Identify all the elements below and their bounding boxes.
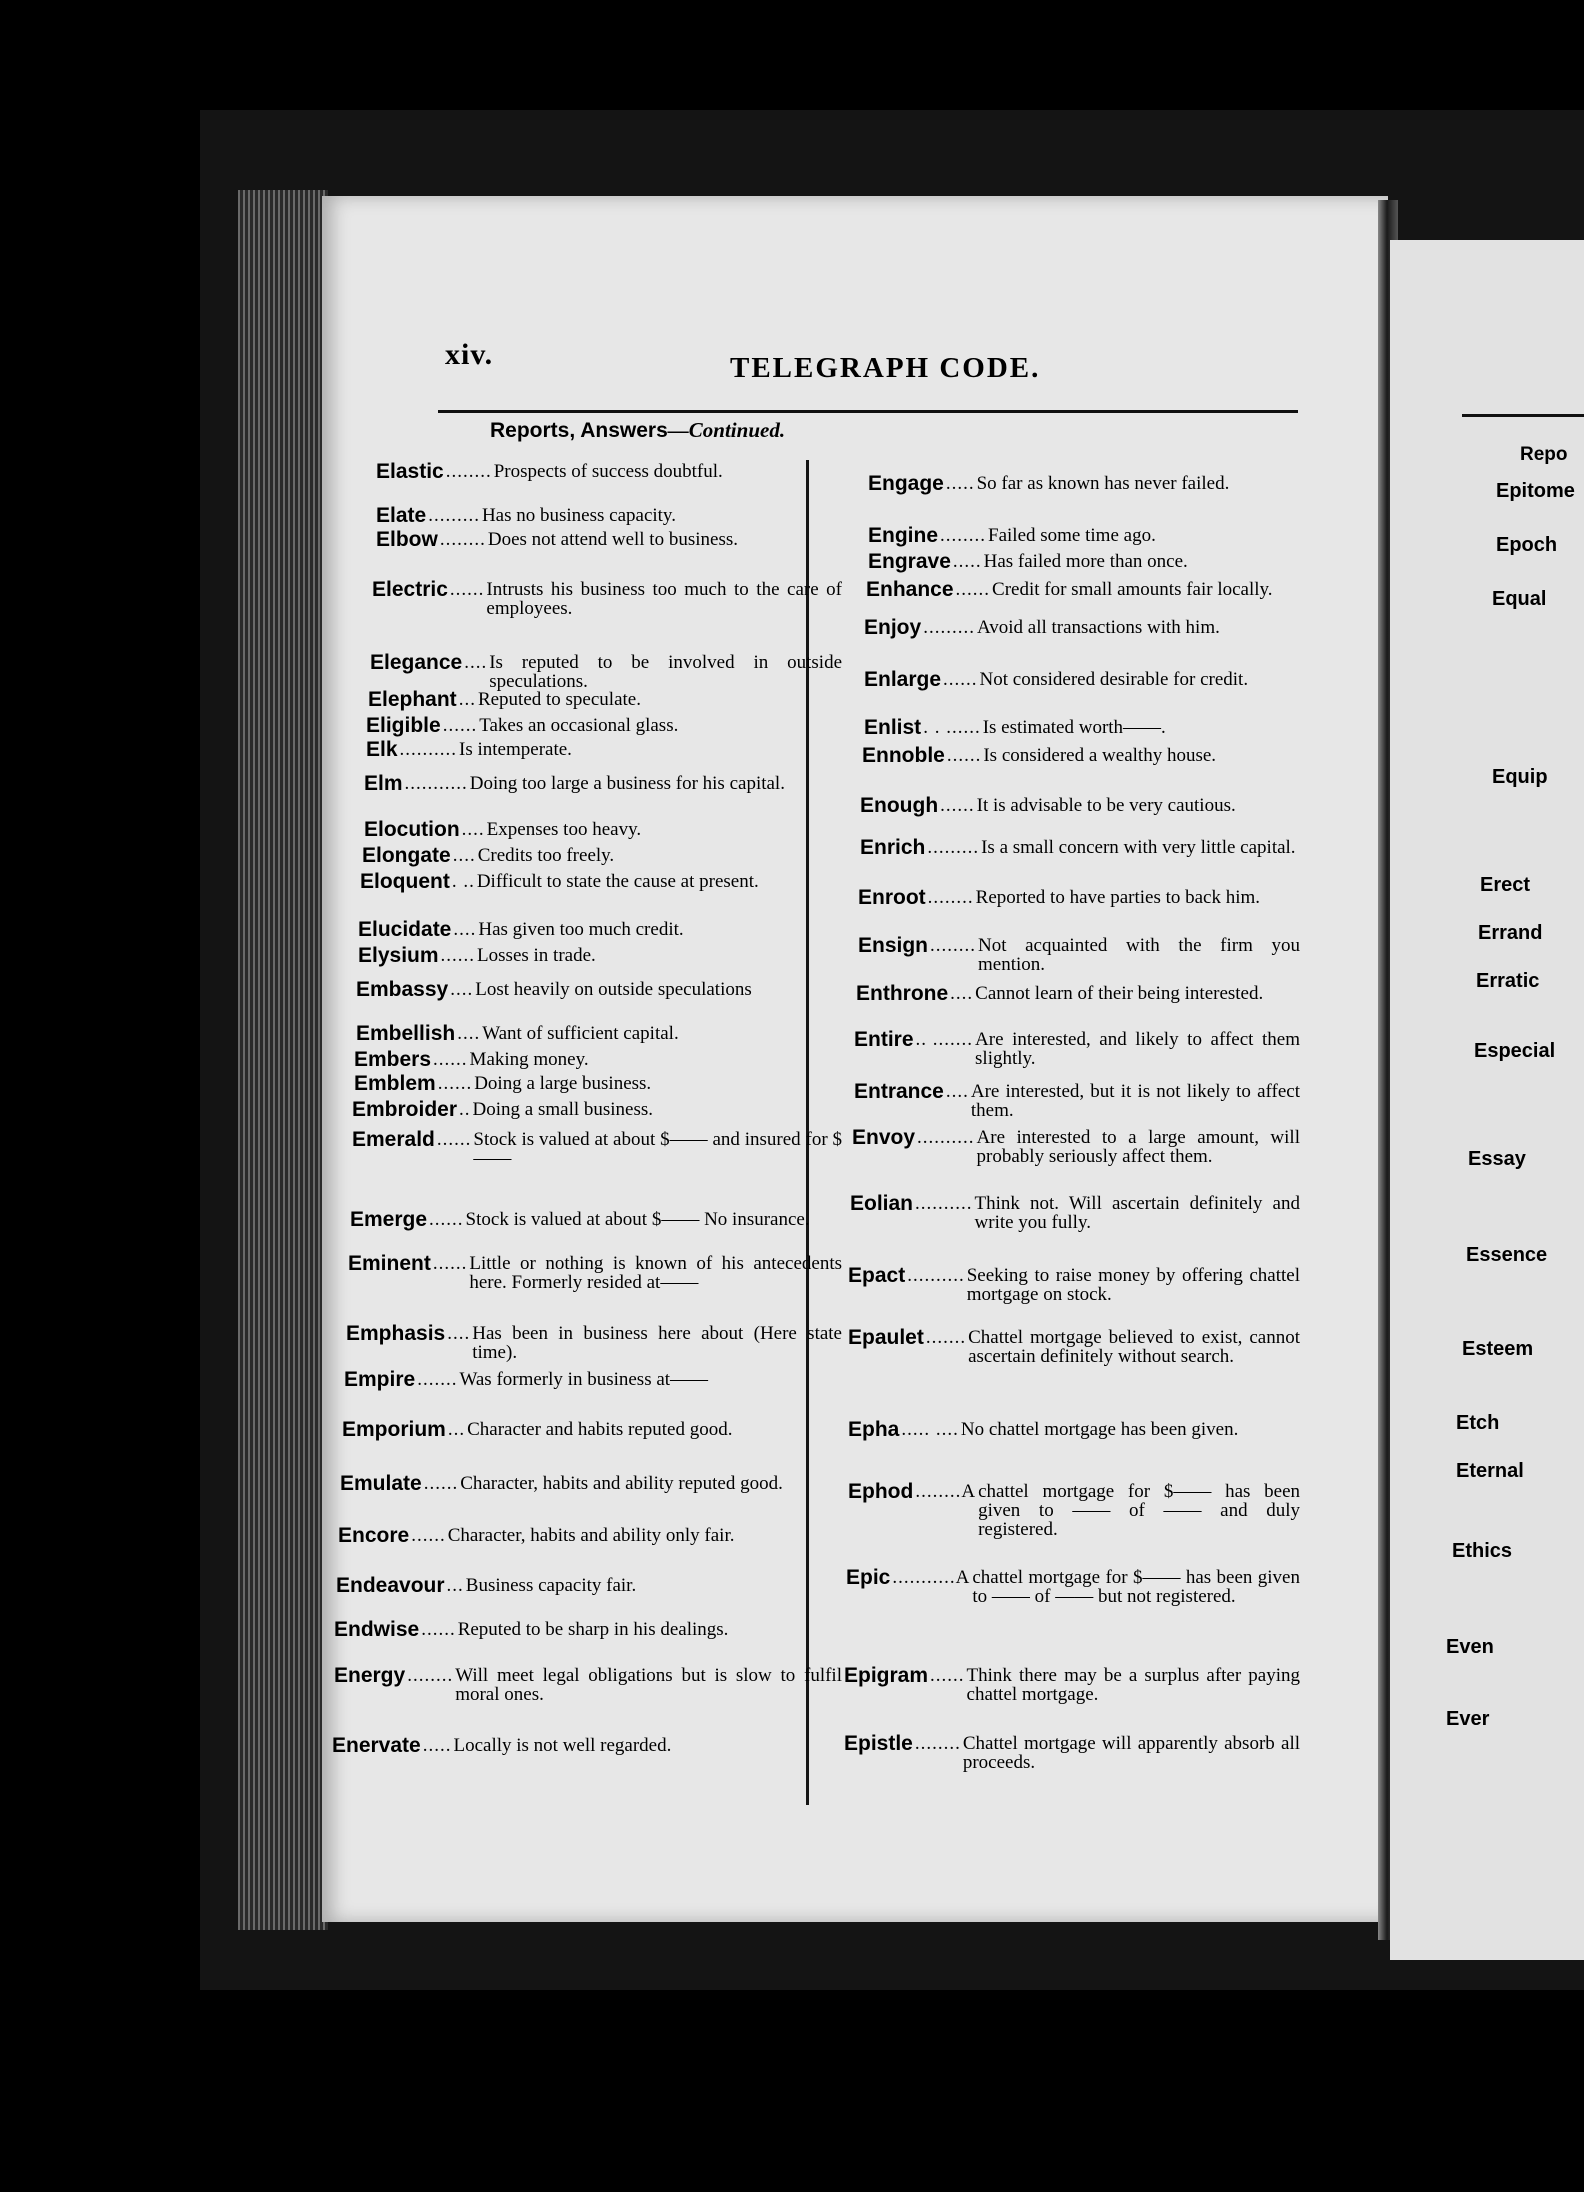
code-meaning: It is advisable to be very cautious. xyxy=(976,795,1236,816)
leader-dots: ...... xyxy=(943,669,978,690)
code-word: Embassy xyxy=(356,978,449,1001)
left-entry xyxy=(364,774,842,793)
right-entry xyxy=(860,796,1300,815)
code-word: Enroot xyxy=(858,886,926,909)
code-meaning: Doing a small business. xyxy=(472,1099,654,1120)
code-word: Entrance xyxy=(854,1080,944,1103)
leader-dots: ........ xyxy=(439,529,486,550)
leader-dots: .......... xyxy=(915,1193,973,1214)
leader-dots: ...... xyxy=(442,715,478,736)
section-title: Reports, Answers xyxy=(490,419,668,442)
leader-dots: .... xyxy=(447,1323,471,1344)
code-meaning: Credit for small amounts fair locally. xyxy=(992,579,1273,600)
facing-code-word: Errand xyxy=(1478,922,1543,944)
leader-dots: ...........A xyxy=(892,1567,971,1588)
code-meaning: Will meet legal obligations but is slow to fulfil moral ones. xyxy=(455,1665,842,1705)
leader-dots: ......... xyxy=(428,505,480,526)
leader-dots: .......... xyxy=(917,1127,975,1148)
code-meaning: Stock is valued at about $—— and insured for $—— xyxy=(473,1129,842,1169)
code-meaning: chattel mortgage for $—— has been given to —— of —— but not registered. xyxy=(972,1567,1300,1607)
code-meaning: Lost heavily on outside speculations xyxy=(475,979,752,1000)
code-word: Elk xyxy=(366,738,398,761)
leader-dots: ...... xyxy=(440,945,476,966)
code-meaning: Has no business capacity. xyxy=(481,505,676,526)
code-word: Enthrone xyxy=(856,982,949,1005)
left-entry xyxy=(366,716,842,735)
left-entry xyxy=(356,980,842,999)
facing-code-word: Esteem xyxy=(1462,1338,1534,1360)
leader-dots: ...... xyxy=(437,1073,473,1094)
code-word: Emerald xyxy=(352,1128,435,1151)
facing-code-word: Equip xyxy=(1492,766,1548,788)
page-edges xyxy=(238,190,328,1930)
code-meaning: Avoid all transactions with him. xyxy=(976,617,1220,638)
code-word: Endeavour xyxy=(336,1574,445,1597)
code-meaning: Reputed to be sharp in his dealings. xyxy=(457,1619,729,1640)
leader-dots: .. xyxy=(459,1099,471,1120)
code-meaning: Is reputed to be involved in outside speculations. xyxy=(489,652,842,692)
left-entry xyxy=(350,1210,842,1229)
leader-dots: ........ xyxy=(407,1665,454,1686)
leader-dots: ...... xyxy=(433,1049,468,1070)
facing-code-word: Eternal xyxy=(1456,1460,1524,1482)
page-number: xiv. xyxy=(445,338,494,371)
code-meaning: Little or nothing is known of his antecedents here. Formerly resided at—— xyxy=(469,1253,842,1293)
left-entry xyxy=(354,1050,842,1069)
facing-code-word: Equal xyxy=(1492,588,1547,610)
leader-dots: .... xyxy=(461,819,485,840)
code-meaning: Cannot learn of their being interested. xyxy=(975,983,1264,1004)
code-meaning: Not considered desirable for credit. xyxy=(979,669,1249,690)
right-entry xyxy=(854,1030,1300,1068)
code-word: Eminent xyxy=(348,1252,431,1275)
code-meaning: Failed some time ago. xyxy=(988,525,1156,546)
leader-dots: ...... xyxy=(946,745,982,766)
leader-dots: ........ xyxy=(940,525,987,546)
code-meaning: Is estimated worth——. xyxy=(982,717,1166,738)
leader-dots: ........ xyxy=(930,935,977,956)
code-word: Ephod xyxy=(848,1480,914,1503)
leader-dots: .... xyxy=(450,979,474,1000)
code-meaning: Reputed to speculate. xyxy=(477,689,641,710)
leader-dots: ......... xyxy=(927,837,980,858)
code-word: Envoy xyxy=(852,1126,916,1149)
code-word: Elegance xyxy=(370,651,463,674)
leader-dots: ...... xyxy=(423,1473,459,1494)
code-meaning: Locally is not well regarded. xyxy=(453,1735,672,1756)
left-entry xyxy=(352,1100,842,1119)
code-meaning: Chattel mortgage believed to exist, cannot ascertain definitely without search. xyxy=(968,1327,1300,1367)
code-word: Energy xyxy=(334,1664,406,1687)
right-entry xyxy=(850,1194,1300,1232)
right-entry xyxy=(844,1666,1300,1704)
left-entry xyxy=(354,1074,842,1093)
code-meaning: Want of sufficient capital. xyxy=(482,1023,679,1044)
code-meaning: Is a small concern with very little capital. xyxy=(981,837,1296,858)
code-word: Elephant xyxy=(368,688,457,711)
facing-code-word: Especial xyxy=(1474,1040,1556,1062)
code-meaning: Character, habits and ability reputed good. xyxy=(460,1473,783,1494)
code-word: Eligible xyxy=(366,714,441,737)
code-word: Elocution xyxy=(364,818,460,841)
facing-section-heading: Repo xyxy=(1520,444,1568,465)
code-word: Epha xyxy=(848,1418,900,1441)
code-word: Engine xyxy=(868,524,939,547)
code-word: Enhance xyxy=(866,578,954,601)
code-meaning: Doing too large a business for his capital. xyxy=(469,773,785,794)
right-entry xyxy=(848,1266,1300,1304)
code-meaning: Character, habits and ability only fair. xyxy=(447,1525,735,1546)
left-entry xyxy=(358,920,842,939)
code-word: Elbow xyxy=(376,528,438,551)
code-meaning: Credits too freely. xyxy=(477,845,615,866)
right-entry xyxy=(864,670,1300,689)
left-entry xyxy=(348,1254,842,1292)
leader-dots: .... xyxy=(452,845,476,866)
section-heading xyxy=(490,418,785,443)
leader-dots: ...... xyxy=(930,1665,965,1686)
running-head: TELEGRAPH CODE. xyxy=(730,352,1041,384)
code-meaning: No chattel mortgage has been given. xyxy=(960,1419,1239,1440)
facing-code-word: Essence xyxy=(1466,1244,1548,1266)
facing-code-word: Erect xyxy=(1480,874,1531,896)
code-word: Enrich xyxy=(860,836,926,859)
code-word: Empire xyxy=(344,1368,416,1391)
leader-dots: .... xyxy=(453,919,477,940)
code-word: Enjoy xyxy=(864,616,922,639)
right-entry xyxy=(858,888,1300,907)
left-entry xyxy=(336,1576,842,1595)
right-entry xyxy=(864,618,1300,637)
leader-dots: .......... xyxy=(399,739,458,760)
code-word: Emulate xyxy=(340,1472,422,1495)
code-word: Eolian xyxy=(850,1192,914,1215)
code-meaning: Expenses too heavy. xyxy=(486,819,642,840)
left-entry xyxy=(334,1666,842,1704)
code-word: Emerge xyxy=(350,1208,428,1231)
code-meaning: chattel mortgage for $—— has been given to —— of —— and duly registered. xyxy=(978,1481,1300,1540)
leader-dots: ...... xyxy=(421,1619,456,1640)
leader-dots: ...... xyxy=(955,579,991,600)
leader-dots: ..... xyxy=(422,1735,452,1756)
code-meaning: Reported to have parties to back him. xyxy=(975,887,1261,908)
left-entry xyxy=(370,653,842,691)
code-word: Elastic xyxy=(376,460,444,483)
code-meaning: Making money. xyxy=(469,1049,589,1070)
code-word: Epigram xyxy=(844,1664,929,1687)
left-entry xyxy=(338,1526,842,1545)
leader-dots: ........ xyxy=(927,887,974,908)
left-entry xyxy=(362,846,842,865)
code-word: Endwise xyxy=(334,1618,420,1641)
code-word: Elm xyxy=(364,772,403,795)
code-word: Elongate xyxy=(362,844,451,867)
code-meaning: Business capacity fair. xyxy=(465,1575,637,1596)
leader-dots: ...... xyxy=(432,1253,468,1274)
code-meaning: Intrusts his business too much to the care of employees. xyxy=(486,579,842,619)
leader-dots: ......... xyxy=(923,617,975,638)
code-word: Elysium xyxy=(358,944,439,967)
code-word: Elucidate xyxy=(358,918,452,941)
left-entry xyxy=(356,1024,842,1043)
leader-dots: .... xyxy=(950,983,974,1004)
leader-dots: ..... xyxy=(945,473,975,494)
code-meaning: Character and habits reputed good. xyxy=(467,1419,733,1440)
leader-dots: . .. xyxy=(451,871,475,892)
right-entry xyxy=(862,746,1300,765)
left-entry xyxy=(332,1736,842,1755)
code-word: Enlarge xyxy=(864,668,942,691)
left-entry xyxy=(372,580,842,618)
leader-dots: ........ xyxy=(445,461,492,482)
facing-code-word: Epoch xyxy=(1496,534,1558,556)
left-entry xyxy=(340,1474,842,1493)
right-entry xyxy=(848,1420,1300,1439)
code-meaning: Doing a large business. xyxy=(474,1073,652,1094)
right-entry xyxy=(854,1082,1300,1120)
code-meaning: Not acquainted with the firm you mention. xyxy=(978,935,1300,975)
code-meaning: Difficult to state the cause at present. xyxy=(476,871,759,892)
code-word: Enervate xyxy=(332,1734,421,1757)
code-word: Embellish xyxy=(356,1022,456,1045)
left-entry xyxy=(376,530,842,549)
leader-dots: ...... xyxy=(940,795,975,816)
leader-dots: ... xyxy=(447,1419,466,1440)
code-meaning: Seeking to raise money by offering chattel mortgage on stock. xyxy=(966,1265,1300,1305)
right-entry xyxy=(856,984,1300,1003)
code-word: Eloquent xyxy=(360,870,450,893)
left-column xyxy=(332,450,847,1820)
code-word: Emblem xyxy=(354,1072,436,1095)
code-meaning: Are interested to a large amount, will probably seriously affect them. xyxy=(976,1127,1300,1167)
code-word: Embers xyxy=(354,1048,432,1071)
left-entry xyxy=(342,1420,842,1439)
leader-dots: ....... xyxy=(417,1369,458,1390)
code-meaning: Are interested, and likely to affect them slightly. xyxy=(975,1029,1300,1069)
header-rule xyxy=(438,410,1298,413)
leader-dots: ...... xyxy=(436,1129,472,1150)
code-word: Engage xyxy=(868,472,944,495)
right-entry xyxy=(866,580,1300,599)
code-word: Emporium xyxy=(342,1418,446,1441)
right-entry xyxy=(868,552,1300,571)
code-meaning: Has been in business here about (Here state time). xyxy=(472,1323,842,1363)
facing-header-rule xyxy=(1462,414,1584,417)
code-meaning: Is intemperate. xyxy=(459,739,572,760)
leader-dots: .... xyxy=(464,652,488,673)
leader-dots: .... xyxy=(945,1081,969,1102)
left-entry xyxy=(376,506,842,525)
code-word: Engrave xyxy=(868,550,951,573)
right-column xyxy=(820,465,1300,1825)
code-meaning: Has failed more than once. xyxy=(983,551,1188,572)
leader-dots: ...... xyxy=(411,1525,446,1546)
left-entry xyxy=(366,740,842,759)
facing-code-word: Essay xyxy=(1468,1148,1526,1170)
right-entry xyxy=(860,838,1300,857)
facing-code-word: Ethics xyxy=(1452,1540,1513,1562)
right-entry xyxy=(858,936,1300,974)
leader-dots: ..... .... xyxy=(901,1419,959,1440)
leader-dots: .......... xyxy=(907,1265,965,1286)
code-meaning: Takes an occasional glass. xyxy=(479,715,679,736)
leader-dots: ....... xyxy=(925,1327,967,1348)
facing-code-word: Erratic xyxy=(1476,970,1540,992)
left-entry xyxy=(364,820,842,839)
code-meaning: Think not. Will ascertain definitely and write you fully. xyxy=(974,1193,1300,1233)
code-meaning: Was formerly in business at—— xyxy=(459,1369,709,1390)
right-entry xyxy=(864,718,1300,737)
code-meaning: Prospects of success doubtful. xyxy=(493,461,723,482)
right-entry xyxy=(848,1328,1300,1366)
left-entry xyxy=(352,1130,842,1168)
code-word: Entire xyxy=(854,1028,914,1051)
code-word: Epaulet xyxy=(848,1326,924,1349)
code-word: Enlist xyxy=(864,716,922,739)
left-entry xyxy=(334,1620,842,1639)
left-entry xyxy=(358,946,842,965)
code-word: Elate xyxy=(376,504,427,527)
code-meaning: Losses in trade. xyxy=(477,945,596,966)
right-entry xyxy=(846,1568,1300,1606)
leader-dots: ........A xyxy=(915,1481,977,1502)
leader-dots: ...... xyxy=(449,579,485,600)
code-word: Emphasis xyxy=(346,1322,446,1345)
leader-dots: ........ xyxy=(914,1733,961,1754)
leader-dots: ..... xyxy=(952,551,982,572)
right-entry xyxy=(868,474,1300,493)
facing-code-word: Epitome xyxy=(1496,480,1575,502)
code-meaning: Is considered a wealthy house. xyxy=(983,745,1217,766)
code-word: Embroider xyxy=(352,1098,458,1121)
code-word: Ennoble xyxy=(862,744,945,767)
right-entry xyxy=(868,526,1300,545)
code-meaning: Does not attend well to business. xyxy=(487,529,738,550)
code-meaning: Chattel mortgage will apparently absorb all proceeds. xyxy=(962,1733,1300,1773)
code-word: Encore xyxy=(338,1524,410,1547)
right-entry xyxy=(844,1734,1300,1772)
left-entry xyxy=(376,462,842,481)
left-entry xyxy=(346,1324,842,1362)
leader-dots: ...... xyxy=(429,1209,464,1230)
facing-code-word: Ever xyxy=(1446,1708,1490,1730)
leader-dots: ... xyxy=(458,689,476,710)
left-entry xyxy=(344,1370,842,1389)
code-word: Ensign xyxy=(858,934,929,957)
leader-dots: . . ...... xyxy=(923,717,981,738)
right-entry xyxy=(848,1482,1300,1539)
left-entry xyxy=(360,872,842,891)
right-entry xyxy=(852,1128,1300,1166)
facing-code-word: Etch xyxy=(1456,1412,1500,1434)
code-meaning: Has given too much credit. xyxy=(478,919,684,940)
code-word: Electric xyxy=(372,578,448,601)
code-meaning: Stock is valued at about $—— No insurance. xyxy=(465,1209,810,1230)
code-meaning: Are interested, but it is not likely to affect them. xyxy=(970,1081,1300,1121)
code-word: Epic xyxy=(846,1566,891,1589)
leader-dots: .... xyxy=(457,1023,481,1044)
code-meaning: Think there may be a surplus after paying chattel mortgage. xyxy=(966,1665,1300,1705)
code-word: Epact xyxy=(848,1264,906,1287)
facing-code-word: Even xyxy=(1446,1636,1494,1658)
code-meaning: So far as known has never failed. xyxy=(976,473,1230,494)
code-word: Enough xyxy=(860,794,939,817)
section-continued: —Continued. xyxy=(667,418,786,442)
code-word: Epistle xyxy=(844,1732,913,1755)
leader-dots: ........... xyxy=(404,773,468,794)
leader-dots: .. ....... xyxy=(915,1029,974,1050)
left-entry xyxy=(368,690,842,709)
leader-dots: ... xyxy=(446,1575,464,1596)
